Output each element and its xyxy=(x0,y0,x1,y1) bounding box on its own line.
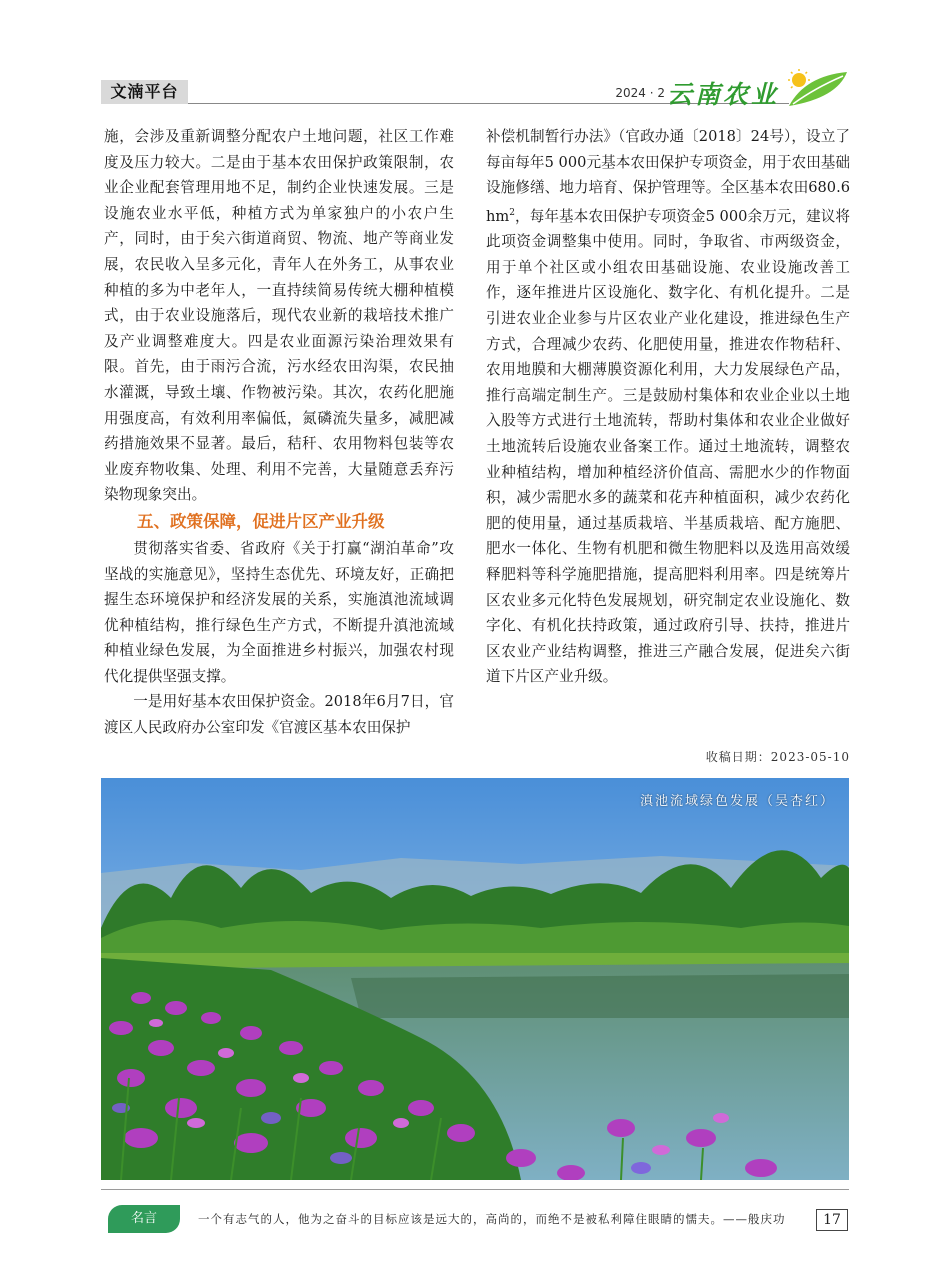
issue-number: 2024 · 2 xyxy=(615,86,665,100)
section-tag: 文湳平台 xyxy=(101,80,188,104)
page-number: 17 xyxy=(816,1209,848,1231)
section-heading: 五、政策保障，促进片区产业升级 xyxy=(137,511,385,531)
photo-caption: 滇池流域绿色发展（吴杏红） xyxy=(639,794,835,809)
quote-tag: 名言 xyxy=(108,1205,180,1233)
quote-text: 一个有志气的人，他为之奋斗的目标应该是远大的，高尚的，而绝不是被私利障住眼睛的懦夫。——般庆功 xyxy=(198,1212,786,1226)
journal-name: 云南农业 xyxy=(666,80,779,109)
right-paragraph-1-part-b: ，每年基本农田保护专项资金5 000余万元，建议将此项资金调整集中使用。同时，争取省、市两级资金，用于单个社区或小组农田基础设施、农业设施改善工作，逐年推进片区设施化、数字化、有机化提升。二是引进农业企业参与片区农业产业化建设，推进绿色生产方式，合理减少农药、化肥使用量，推进农作物秸秆、农用地膜和大棚薄膜资源化利用，大力发展绿色产品，推行高端定制生产。三是鼓励村集体和农业企业以土地入股等方式进行土地流转，帮助村集体和农业企业做好土地流转后设施农业备案工作。通过土地流转，调整农业种植结构，增加种植经济价值高、需肥水少的作物面积，减少需肥水多的蔬菜和花卉种植面积，减少农药化肥的使用量，通过基质栽培、半基质栽培、配方施肥、肥水一体化、生物有机肥和微生物肥料以及选用高效缓释肥料等科学施肥措施，提高肥料利用率。四是统筹片区农业多元化特色发展规划，研究制定农业设施化、数字化、有机化扶持政策，通过政府引导、扶持，推进片区农业产业结构调整，推进三产融合发展，促进矣六街道下片区产业升级。 xyxy=(486,207,850,686)
left-paragraph-2: 贯彻落实省委、省政府《关于打赢“湖泊革命”攻坚战的实施意见》，坚持生态优先、环境友好，正确把握生态环境保护和经济发展的关系，实施滇池流域调优种植结构，推行绿色生产方式，不断提升滇池流域种植业绿色发展，为全面推进乡村振兴，加强农村现代化提供坚强支撑。 xyxy=(104,539,454,685)
left-paragraph-1: 施，会涉及重新调整分配农户土地问题，社区工作难度及压力较大。二是由于基本农田保护政策限制，农业企业配套管理用地不足，制约企业快速发展。三是设施农业水平低，种植方式为单家独户的小农户生产，同时，由于矣六街道商贸、物流、地产等商业发展，农民收入呈多元化，青年人在外务工，从事农业种植的多为中老年人，一直持续简易传统大棚种植模式，由于农业设施落后，现代农业新的栽培技术推广及产业调整难度大。四是农业面源污染治理效果有限。首先，由于雨污合流，污水经农田沟渠，农民抽水灌溉，导致土壤、作物被污染。其次，农药化肥施用强度高，有效利用率偏低，氮磷流失量多，减肥减药措施效果不显著。最后，秸秆、农用物料包装等农业废弃物收集、处理、利用不完善，大量随意丢弃污染物现象突出。 xyxy=(104,128,454,504)
lake-photo xyxy=(101,778,849,1180)
superscript-2: 2 xyxy=(509,207,515,218)
received-date: 收稿日期：2023-05-10 xyxy=(705,750,850,764)
lake-photo-illustration xyxy=(101,778,849,1180)
left-column xyxy=(104,124,454,741)
sun-leaf-logo-icon xyxy=(785,68,849,108)
left-paragraph-3: 一是用好基本农田保护资金。2018年6月7日，官渡区人民政府办公室印发《官渡区基本农田保护 xyxy=(104,693,454,737)
right-paragraph-1-part-a: 补偿机制暂行办法》（官政办通〔2018〕24号），设立了每亩每年5 000元基本农田保护专项资金，用于农田基础设施修缮、地力培育、保护管理等。全区基本农田680.6 hm xyxy=(486,128,850,225)
footer-rule xyxy=(101,1189,849,1190)
right-paragraph-1 xyxy=(486,124,850,690)
page-header xyxy=(101,68,849,108)
right-column xyxy=(486,124,850,690)
